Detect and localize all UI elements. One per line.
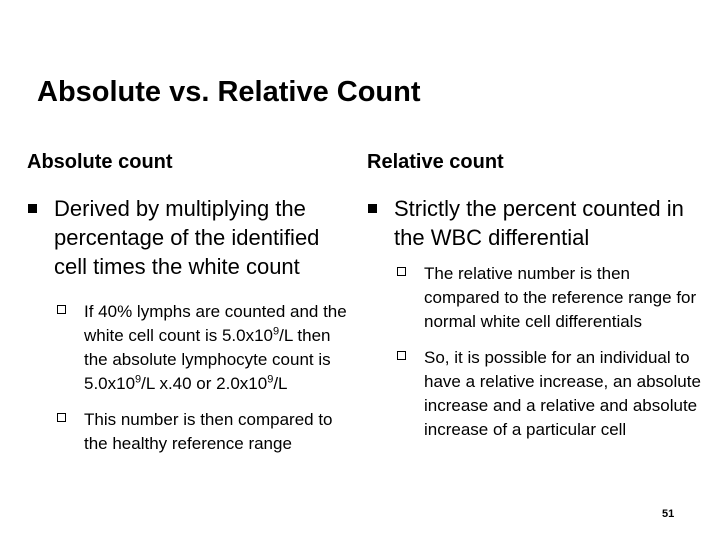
exponent-superscript: 9 bbox=[273, 325, 280, 338]
hollow-square-bullet-icon bbox=[397, 267, 406, 276]
healthy-range-subbullet bbox=[27, 408, 352, 456]
lymph-example-text-2: /L then the absolute lymphocyte count is 5.0x10 bbox=[84, 326, 331, 393]
relative-count-heading: Relative count bbox=[367, 151, 504, 173]
square-bullet-icon bbox=[368, 204, 377, 213]
hollow-square-bullet-icon bbox=[57, 305, 66, 314]
lymph-example-text-3: /L x.40 or 2.0x10 bbox=[141, 374, 268, 393]
increase-types-text: So, it is possible for an individual to have a relative increase, an absolute increase and a relative and absolute increase of a particular cell bbox=[424, 348, 701, 439]
relative-count-column bbox=[367, 150, 702, 442]
lymph-example-text-1: If 40% lymphs are counted and the white cell count is 5.0x10 bbox=[84, 302, 347, 345]
exponent-superscript: 9 bbox=[267, 373, 274, 386]
relative-count-bullet bbox=[367, 194, 702, 252]
absolute-count-bullet-text: Derived by multiplying the percentage of the identified cell times the white count bbox=[54, 196, 320, 279]
increase-types-subbullet bbox=[367, 346, 702, 442]
exponent-superscript: 9 bbox=[135, 373, 142, 386]
page-number: 51 bbox=[662, 508, 675, 520]
slide-title: Absolute vs. Relative Count bbox=[37, 76, 421, 108]
healthy-range-text: This number is then compared to the healthy reference range bbox=[84, 410, 333, 453]
absolute-count-heading: Absolute count bbox=[27, 151, 173, 173]
lymph-example-subbullet bbox=[27, 300, 352, 396]
relative-count-bullet-text: Strictly the percent counted in the WBC differential bbox=[394, 196, 684, 250]
hollow-square-bullet-icon bbox=[57, 413, 66, 422]
absolute-count-column bbox=[27, 150, 352, 456]
reference-range-subbullet bbox=[367, 262, 702, 334]
reference-range-text: The relative number is then compared to the reference range for normal white cell differentials bbox=[424, 264, 697, 331]
hollow-square-bullet-icon bbox=[397, 351, 406, 360]
lymph-example-text-4: /L bbox=[273, 374, 288, 393]
square-bullet-icon bbox=[28, 204, 37, 213]
absolute-count-bullet bbox=[27, 194, 352, 281]
